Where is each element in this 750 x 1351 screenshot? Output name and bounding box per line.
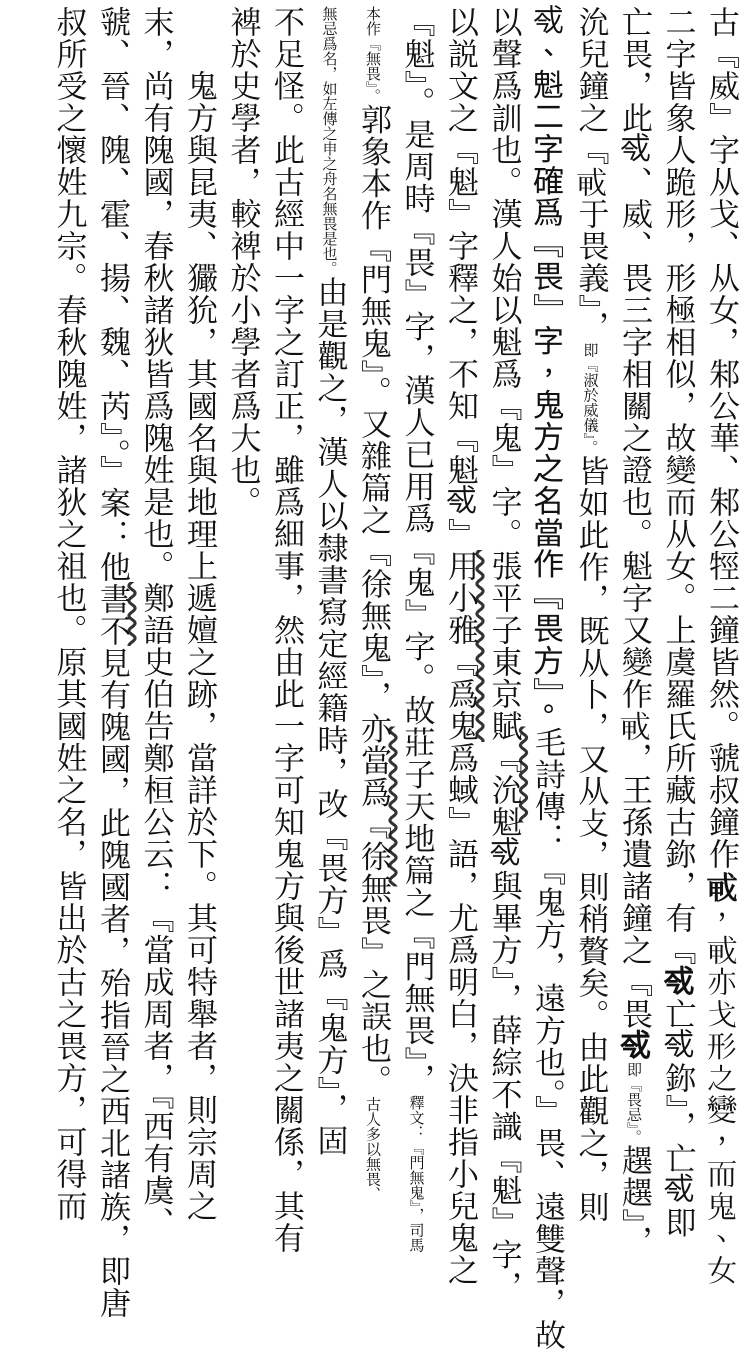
text-column <box>133 6 177 1080</box>
text-column <box>525 6 569 1080</box>
inline-note: 古人多以無畏、 <box>364 1097 382 1202</box>
title-mark: 毛詩傳 <box>529 727 565 823</box>
title-mark: 張平子東京賦 <box>486 550 522 742</box>
vertical-text-body <box>46 6 742 1080</box>
inline-note: 釋文：『門無鬼』，司馬 <box>408 1095 426 1253</box>
text-segment: 沇兒鐘之『𢦦于畏義』， <box>573 6 609 343</box>
text-column <box>394 6 438 1080</box>
text-column <box>481 6 525 1080</box>
text-segment: 裨於史學者，較裨於小學者爲大也。 <box>225 6 261 518</box>
text-segment: 以聲爲訓也。漢人始以魁爲『鬼』字。 <box>486 6 522 550</box>
inline-note: 即『淑於威儀』。 <box>582 343 600 456</box>
text-segment: 𢦟 <box>660 966 696 998</box>
text-segment: 皆如此作，既从卜，又从攴，則稍贅矣。由此觀之，則 <box>573 455 609 1223</box>
text-segment: 趩趩』， <box>616 1145 652 1258</box>
text-segment: 由是觀之，漢人以隸書寫定經籍時，改『畏方』爲『鬼方』，固 <box>312 276 348 1157</box>
inline-note: 無忌爲名，如左傳之申之舟名無畏是也。 <box>321 6 339 276</box>
text-column <box>438 6 482 1080</box>
inline-note: 本作『無畏』。 <box>364 6 382 104</box>
text-segment: 𢦟、魁二字確爲『畏』字，鬼方之名當作『畏方』。 <box>529 6 565 727</box>
text-segment: 古『威』字从戈、从女，邾公華、邾公牼二鐘皆然。虢叔鐘作 <box>703 6 739 870</box>
text-segment: 二字皆象人跪形，形極相似，故變而从女。上虞羅氏所藏古鉨，有『 <box>660 6 696 966</box>
text-segment: 鬼方與昆夷、玁狁，其國名與地理上遞嬗之跡，當詳於下。其可特舉者，則宗周之 <box>181 6 217 1222</box>
text-segment: 𢦟 <box>616 1030 652 1062</box>
text-segment: 不足怪。此古經中一字之訂正，雖爲細事，然由此一字可知鬼方與後世諸夷之關係，其有 <box>268 6 304 1254</box>
text-column <box>699 6 743 1080</box>
text-column <box>568 6 612 1080</box>
text-column <box>177 6 221 1080</box>
title-mark: 鄭語 <box>138 582 174 646</box>
text-segment: 末，尚有隗國，春秋諸狄皆爲隗姓是也。 <box>138 6 174 582</box>
text-segment: 郭象本作『門無鬼』。又雜篇之『徐無鬼』，亦當爲『徐無畏』之誤也。 <box>355 104 391 1097</box>
text-segment: 『沇魁𢦟與畢方』，薛綜不識『魁』字， <box>486 742 522 1303</box>
text-segment: 『魁』。是周時『畏』字，漢人已用爲『鬼』字。故 <box>399 6 435 727</box>
text-column <box>307 6 351 1080</box>
text-segment: 亡𢦟鉨』，亡𢦟即 <box>660 998 696 1239</box>
text-column <box>655 6 699 1080</box>
text-column <box>264 6 308 1080</box>
text-column <box>90 6 134 1080</box>
text-column <box>612 6 656 1080</box>
text-column <box>220 6 264 1080</box>
inline-note: 即『畏忌』。 <box>625 1062 643 1145</box>
text-segment: 叔所受之懷姓九宗。春秋隗姓，諸狄之祖也。原其國姓之名，皆出於古之畏方，可得而 <box>51 6 87 1222</box>
text-column <box>46 6 90 1080</box>
text-segment: 亡畏，此𢦟、威、畏三字相關之證也。魁字又變作𢦦，王孫遺諸鐘之『畏 <box>616 6 652 1030</box>
text-segment: 之『門無畏』， <box>399 887 435 1096</box>
text-segment: 史伯告鄭桓公云：『當成周者，『西有虞、 <box>138 646 174 1239</box>
text-segment: 以説文之『魁』字釋之，不知『魁𢦟』用小雅『爲鬼爲蜮』語，尤爲明白，決非指小兒鬼之 <box>442 6 478 1286</box>
text-segment: ，𢦦亦戈形之變，而鬼、女 <box>703 902 739 1286</box>
text-column <box>351 6 395 1080</box>
text-segment: 虢、晉、隗、霍、揚、魏、芮』。』案：他書不見有隗國，此隗國者，殆指晉之西北諸族，即唐 <box>94 6 130 1319</box>
text-segment: ：『鬼方，遠方也。』畏、遠雙聲，故 <box>529 823 565 1351</box>
title-mark: 莊子天地篇 <box>399 727 435 887</box>
text-segment: 𢦦 <box>703 870 739 902</box>
